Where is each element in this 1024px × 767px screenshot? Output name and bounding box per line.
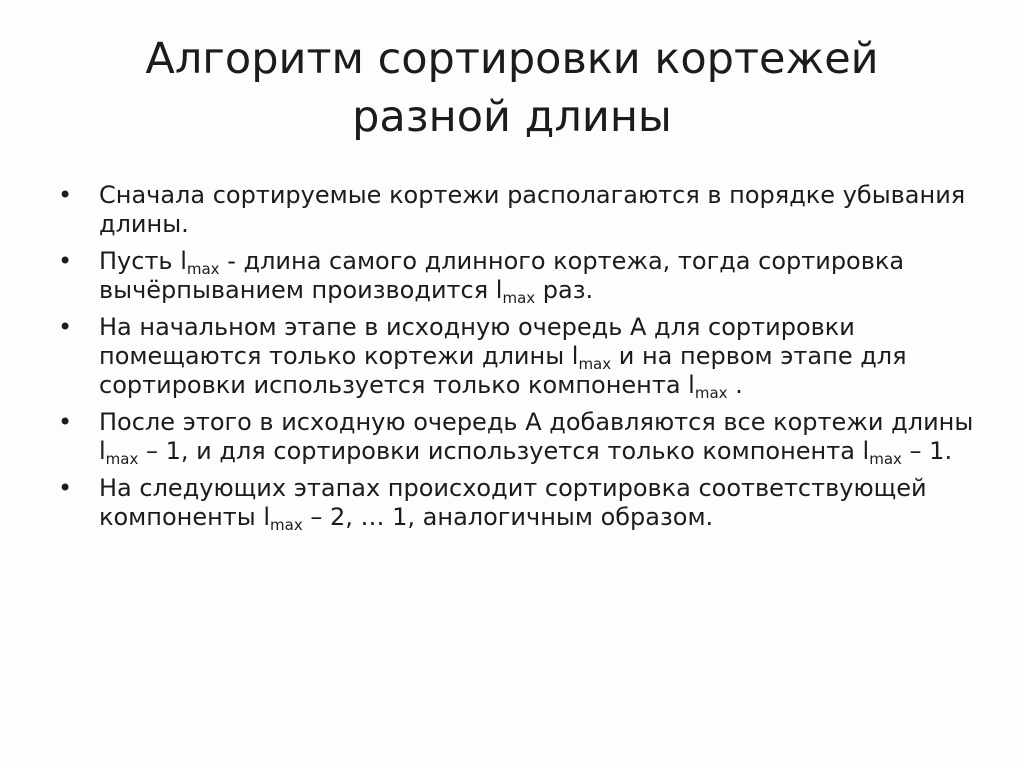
- bullet-marker: •: [58, 408, 73, 436]
- bullet-list: [58, 181, 978, 540]
- subscript: max: [578, 355, 612, 373]
- bullet-item-2: [58, 247, 978, 305]
- bullet-item-4: [58, 408, 978, 466]
- bullet-text: .: [727, 371, 743, 399]
- title-line-2: разной длины: [352, 92, 672, 142]
- bullet-item-1: [58, 181, 978, 239]
- subscript: max: [694, 384, 728, 402]
- bullet-item-3: [58, 313, 978, 400]
- bullet-text: – 2, … 1, аналогичным образом.: [302, 503, 714, 531]
- bullet-marker: •: [58, 247, 73, 275]
- bullet-marker: •: [58, 474, 73, 502]
- bullet-text: Пусть l: [99, 247, 187, 275]
- bullet-text: На начальном этапе в исходную очередь А для сортировки помещаются только кортежи длины l: [99, 313, 855, 370]
- bullet-text: – 1.: [901, 437, 953, 465]
- bullet-text: и на первом этапе для сортировки используется только компонента l: [99, 342, 907, 399]
- bullet-text: Сначала сортируемые кортежи располагаются в порядке убывания длины.: [99, 181, 966, 238]
- bullet-text: После этого в исходную очередь А добавляются все кортежи длины l: [99, 408, 974, 465]
- subscript: max: [105, 450, 139, 468]
- bullet-marker: •: [58, 313, 73, 341]
- bullet-text: На следующих этапах происходит сортировка соответствующей компоненты l: [99, 474, 927, 531]
- slide-title: [60, 30, 964, 146]
- bullet-text: - длина самого длинного кортежа, тогда сортировка вычёрпыванием производится l: [99, 247, 905, 304]
- bullet-text: раз.: [535, 276, 594, 304]
- subscript: max: [186, 260, 220, 278]
- bullet-item-5: [58, 474, 978, 532]
- subscript: max: [502, 289, 536, 307]
- bullet-marker: •: [58, 181, 73, 209]
- subscript: max: [270, 516, 303, 534]
- subscript: max: [869, 450, 902, 468]
- title-line-1: Алгоритм сортировки кортежей: [145, 34, 879, 84]
- bullet-text: – 1, и для сортировки используется только компонента l: [138, 437, 870, 465]
